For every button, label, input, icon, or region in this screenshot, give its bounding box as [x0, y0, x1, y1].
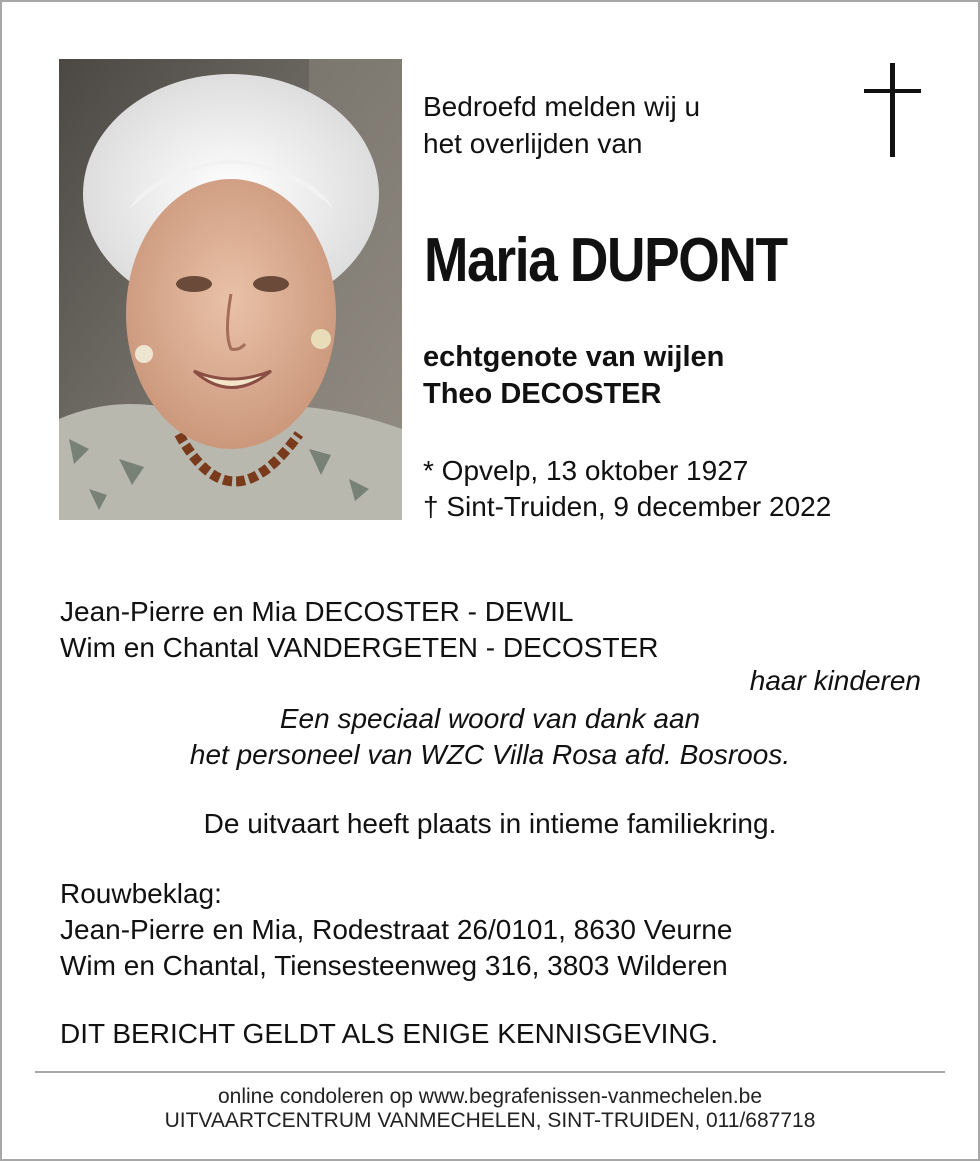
- deceased-name: Maria DUPONT: [424, 226, 787, 295]
- condolence-heading: Rouwbeklag:: [60, 878, 222, 909]
- intro-line-2: het overlijden van: [423, 128, 643, 159]
- online-condolence-link[interactable]: online condoleren op www.begrafenissen-vanmechelen.be: [217, 1085, 763, 1108]
- thanks-line-2: het personeel van WZC Villa Rosa afd. Bosroos.: [189, 739, 791, 770]
- condolence-addresses: [60, 876, 732, 984]
- relation-line-1: echtgenote van wijlen: [423, 341, 725, 373]
- death-date: † Sint-Truiden, 9 december 2022: [423, 491, 832, 522]
- footer-divider: [35, 1071, 945, 1073]
- official-notice: DIT BERICHT GELDT ALS ENIGE KENNISGEVING.: [60, 1018, 719, 1049]
- children-relation: haar kinderen: [749, 665, 921, 696]
- life-dates: [423, 453, 831, 525]
- child-line-2: Wim en Chantal VANDERGETEN - DECOSTER: [60, 632, 659, 663]
- funeral-info: De uitvaart heeft plaats in intieme familiekring.: [203, 808, 777, 839]
- condolence-address-1: Jean-Pierre en Mia, Rodestraat 26/0101, 8630 Veurne: [60, 914, 733, 945]
- child-line-1: Jean-Pierre en Mia DECOSTER - DEWIL: [60, 596, 574, 627]
- portrait-photo: [59, 59, 402, 520]
- thanks-line-1: Een speciaal woord van dank aan: [279, 703, 701, 734]
- funeral-home-contact: UITVAARTCENTRUM VANMECHELEN, SINT-TRUIDEN, 011/687718: [164, 1109, 816, 1132]
- cross-icon: [864, 63, 922, 164]
- birth-date: * Opvelp, 13 oktober 1927: [423, 455, 749, 486]
- announcement-intro: [423, 88, 700, 162]
- intro-line-1: Bedroefd melden wij u: [423, 91, 701, 122]
- condolence-address-2: Wim en Chantal, Tiensesteenweg 316, 3803 Wilderen: [60, 950, 728, 981]
- thanks-message: [0, 701, 980, 773]
- children-list: [60, 594, 659, 666]
- relation-line-2: Theo DECOSTER: [423, 378, 662, 410]
- portrait-illustration: [59, 59, 402, 520]
- funeral-home-footer: [0, 1085, 980, 1133]
- spouse-relation: [423, 339, 724, 413]
